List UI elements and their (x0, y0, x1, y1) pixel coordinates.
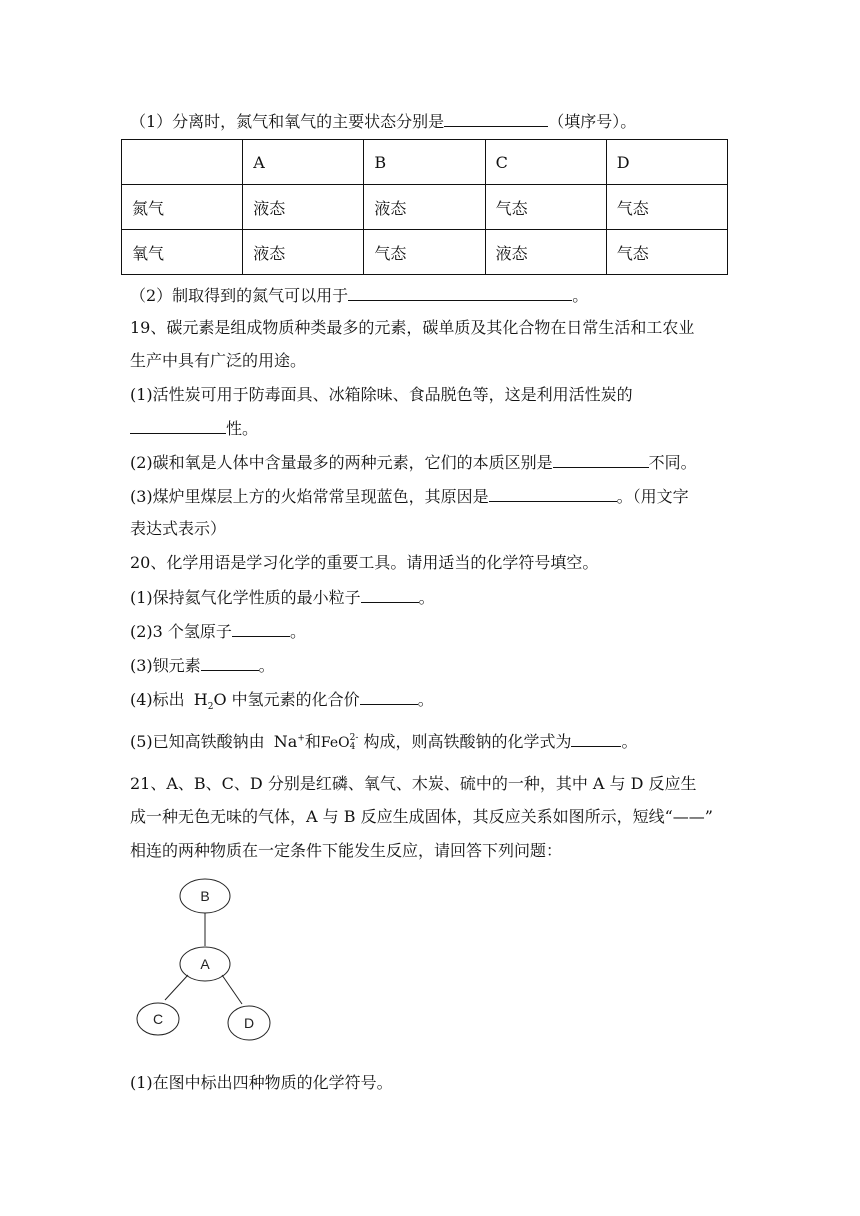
table-cell: A (243, 140, 364, 185)
node-a-label: A (200, 956, 210, 972)
q20-sub4-blank[interactable] (360, 688, 418, 705)
q20-sub4-prefix: (4)标出 (130, 690, 185, 709)
q19-sub1-line1: (1)活性炭可用于防毒面具、冰箱除味、食品脱色等，这是利用活性炭的 (130, 385, 633, 404)
table-row (122, 230, 728, 275)
q19-sub2-text: (2)碳和氧是人体中含量最多的两种元素，它们的本质区别是 (130, 453, 553, 472)
table-header-row (122, 140, 728, 185)
node-c-label: C (152, 1011, 164, 1027)
table-cell: 液态 (243, 230, 364, 275)
q18-part1-blank[interactable] (444, 110, 548, 127)
q18-part1-suffix: （填序号）。 (548, 112, 637, 131)
q19-sub3-line2: 表达式表示） (130, 519, 227, 538)
q21-stem-line3: 相连的两种物质在一定条件下能发生反应，请回答下列问题： (130, 841, 563, 860)
q20-sub3-blank[interactable] (201, 654, 259, 671)
q18-part2-suffix: 。 (572, 286, 589, 305)
q20-sub4-suffix: 。 (417, 690, 434, 709)
q18-part2-text: （2）制取得到的氮气可以用于 (130, 286, 349, 305)
table-cell: D (606, 140, 727, 185)
table-cell (122, 140, 243, 185)
table-cell: 氧气 (122, 230, 243, 275)
q20-sub1-text: (1)保持氦气化学性质的最小粒子 (130, 588, 361, 607)
q18-part1-text: （1）分离时，氮气和氧气的主要状态分别是 (130, 112, 445, 131)
q20-sub3 (130, 654, 275, 677)
q18-part1 (130, 110, 636, 133)
table-cell: 气态 (485, 185, 606, 230)
table-cell: B (364, 140, 485, 185)
q20-sub2-blank[interactable] (232, 620, 290, 637)
q19-stem-line2: 生产中具有广泛的用途。 (130, 351, 307, 370)
table-cell: 液态 (364, 185, 485, 230)
q20-sub4 (130, 688, 434, 711)
edge-a-d (222, 975, 242, 1004)
q20-sub4-mid: 中氢元素的化合价 (231, 690, 360, 709)
table-cell: 氮气 (122, 185, 243, 230)
q19-sub2-suffix: 不同。 (648, 453, 697, 472)
q20-sub5 (130, 730, 638, 754)
q20-sub5-prefix: (5)已知高铁酸钠由 (130, 732, 265, 751)
q20-sub2 (130, 620, 306, 643)
q20-stem: 20、化学用语是学习化学的重要工具。请用适当的化学符号填空。 (130, 553, 599, 572)
q19-sub1-line2 (130, 417, 258, 440)
water-formula: $H_2O$ (193, 690, 227, 713)
q18-part2 (130, 284, 588, 307)
q20-sub3-suffix: 。 (258, 656, 275, 675)
table-cell: 气态 (606, 230, 727, 275)
states-table (121, 139, 728, 275)
q20-sub5-and: 和 (304, 732, 321, 751)
edge-a-c (165, 975, 188, 1000)
ferrate-ion: FeO 2- 4 (320, 733, 359, 752)
q21-sub1: (1)在图中标出四种物质的化学符号。 (130, 1073, 393, 1092)
q20-sub5-blank[interactable] (571, 730, 621, 747)
q20-sub1-blank[interactable] (361, 586, 419, 603)
q20-sub2-suffix: 。 (289, 622, 306, 641)
sodium-ion: Na+ (273, 732, 305, 751)
q20-sub3-text: (3)钡元素 (130, 656, 201, 675)
reaction-diagram (130, 878, 280, 1048)
table-cell: 液态 (485, 230, 606, 275)
q21-stem-line2: 成一种无色无味的气体，A 与 B 反应生成固体，其反应关系如图所示，短线“——” (130, 807, 713, 826)
node-d-label: D (243, 1015, 255, 1031)
q19-stem-line1: 19、碳元素是组成物质种类最多的元素，碳单质及其化合物在日常生活和工农业 (130, 318, 695, 337)
table-row (122, 185, 728, 230)
q19-sub3-suffix: 。（用文字 (616, 487, 689, 506)
q19-sub1-blank[interactable] (130, 417, 226, 434)
q21-stem-line1: 21、A、B、C、D 分别是红磷、氧气、木炭、硫中的一种，其中 A 与 D 反应生 (130, 774, 697, 793)
q19-sub3-blank[interactable] (489, 485, 617, 502)
table-cell: 气态 (364, 230, 485, 275)
q20-sub5-suffix: 。 (621, 732, 638, 751)
node-b-label: B (200, 888, 210, 904)
table-cell: 气态 (606, 185, 727, 230)
q20-sub5-mid: 构成，则高铁酸钠的化学式为 (363, 732, 572, 751)
q20-sub1-suffix: 。 (418, 588, 435, 607)
table-cell: 液态 (243, 185, 364, 230)
q18-part2-blank[interactable] (348, 284, 572, 301)
table-cell: C (485, 140, 606, 185)
q19-sub3-text: (3)煤炉里煤层上方的火焰常常呈现蓝色，其原因是 (130, 487, 489, 506)
q19-sub1-suffix: 性。 (226, 419, 259, 438)
q20-sub2-text: (2)3 个氢原子 (130, 622, 232, 641)
q19-sub2-blank[interactable] (553, 451, 649, 468)
q19-sub3-line1 (130, 485, 689, 508)
q19-sub2 (130, 451, 697, 474)
q20-sub1 (130, 586, 435, 609)
